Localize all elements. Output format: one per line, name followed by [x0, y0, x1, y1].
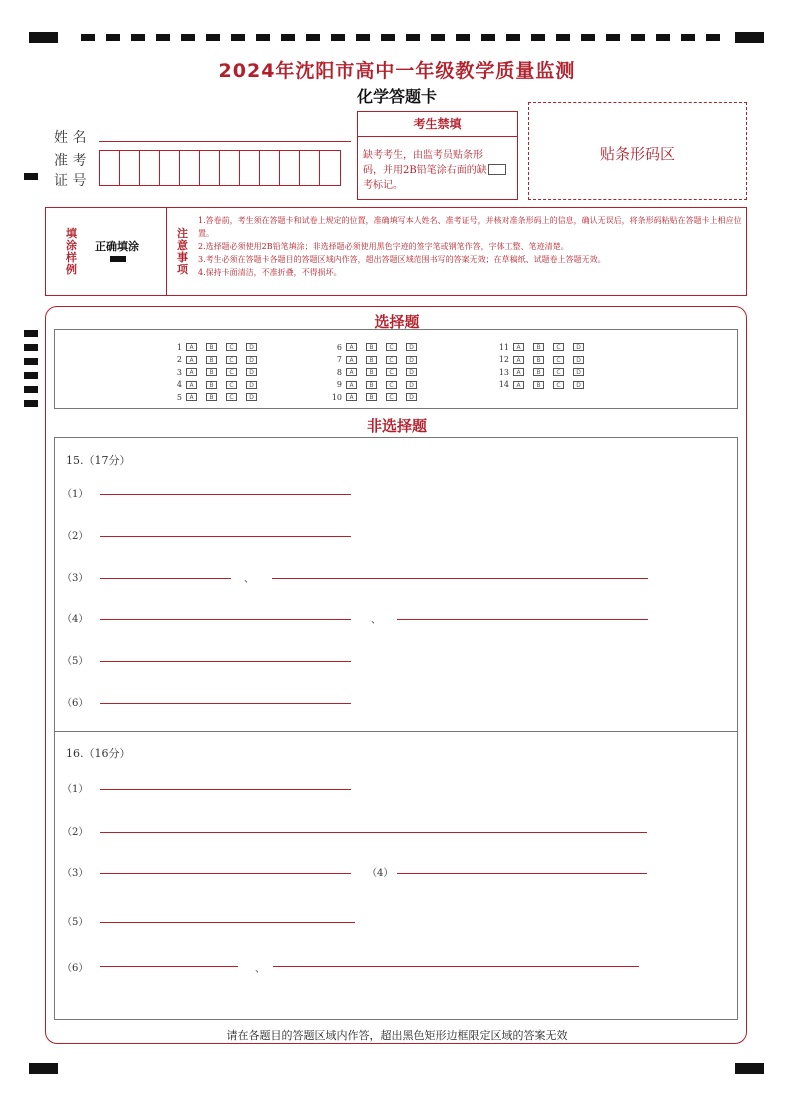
notice-item: 4.保持卡面清洁，不准折叠，不得损坏。 — [198, 268, 342, 277]
q16-1-answer-line[interactable] — [100, 789, 351, 790]
fill-example-char: 例 — [66, 263, 77, 276]
q15-part-label: （2） — [62, 531, 89, 542]
mc-question-number: 13 — [498, 367, 509, 377]
mc-option-bubble[interactable]: C — [386, 368, 397, 376]
notice-char: 事 — [177, 251, 188, 264]
fill-example-char: 填 — [66, 227, 77, 240]
page-title: 2024年沈阳市高中一年级教学质量监测 — [218, 60, 576, 82]
mc-option-bubble[interactable]: A — [186, 368, 197, 376]
q16-part-label: （1） — [62, 784, 89, 795]
correct-fill-label: 正确填涂 — [95, 240, 139, 253]
mc-option-bubble[interactable]: D — [246, 393, 257, 401]
mc-question-number: 10 — [331, 392, 342, 402]
mc-question-number: 1 — [176, 342, 182, 352]
mc-option-bubble[interactable]: C — [553, 381, 564, 389]
mc-option-bubble[interactable]: A — [186, 343, 197, 351]
mc-option-bubble[interactable]: A — [186, 393, 197, 401]
mc-question-row — [487, 380, 593, 390]
mc-option-bubble[interactable]: B — [533, 356, 544, 364]
id-label-line2: 证 号 — [54, 173, 87, 189]
id-digit-box[interactable] — [260, 151, 280, 185]
id-digit-box[interactable] — [140, 151, 160, 185]
forbidden-title: 考生禁填 — [358, 112, 517, 137]
id-digit-box[interactable] — [180, 151, 200, 185]
mc-option-bubble[interactable]: C — [226, 368, 237, 376]
mc-question-number: 7 — [336, 355, 342, 364]
exam-id-boxes[interactable] — [99, 150, 341, 186]
mc-question-row — [487, 342, 593, 352]
q16-2-answer-line[interactable] — [100, 832, 647, 833]
mc-question-number: 6 — [336, 342, 342, 352]
mc-option-bubble[interactable]: B — [366, 393, 377, 401]
mc-option-bubble[interactable]: C — [386, 393, 397, 401]
mc-option-bubble[interactable]: D — [573, 356, 584, 364]
mc-question-row — [320, 392, 426, 402]
filled-example-mark — [110, 256, 126, 262]
mc-question-row — [160, 380, 266, 390]
mc-option-bubble[interactable]: B — [366, 381, 377, 389]
notice-item: 2.选择题必须使用2B铅笔填涂；非选择题必须使用黑色字迹的签字笔或钢笔作答，字体工整、笔迹清楚。 — [198, 242, 569, 251]
mc-option-bubble[interactable]: D — [573, 368, 584, 376]
mc-question-row — [487, 355, 593, 365]
mc-question-number: 11 — [498, 342, 509, 352]
fill-example-char: 样 — [66, 251, 77, 264]
mc-option-bubble[interactable]: C — [553, 356, 564, 364]
id-digit-box[interactable] — [220, 151, 240, 185]
mc-option-bubble[interactable]: C — [553, 343, 564, 351]
separator: 、 — [244, 574, 254, 585]
q15-4b-answer-line[interactable] — [397, 619, 648, 620]
mc-option-bubble[interactable]: B — [206, 356, 217, 364]
fill-example-char: 涂 — [66, 239, 77, 252]
q15-title: 15.（17分） — [66, 454, 131, 467]
mc-option-bubble[interactable]: B — [206, 381, 217, 389]
name-field[interactable] — [99, 141, 351, 142]
examinee-forbidden-box — [357, 111, 518, 200]
mc-question-number: 5 — [176, 392, 182, 402]
q16-6b-answer-line[interactable] — [273, 966, 639, 967]
q15-part-label: （6） — [62, 698, 89, 709]
mc-option-bubble[interactable]: A — [513, 368, 524, 376]
nonmc-answer-box — [54, 437, 738, 1020]
q15-4a-answer-line[interactable] — [100, 619, 351, 620]
absent-mark-box[interactable] — [488, 164, 506, 175]
mc-option-bubble[interactable]: A — [186, 356, 197, 364]
mc-option-bubble[interactable]: B — [206, 343, 217, 351]
q16-part-label: （3） — [62, 868, 89, 879]
notice-item: 1.答卷前，考生须在答题卡和试卷上规定的位置，准确填写本人姓名、准考证号，并核对准条形码上的信息，确认无误后，将条形码粘贴在答题卡上相应位置。 — [198, 216, 742, 238]
mc-section-title: 选择题 — [374, 313, 420, 331]
mc-question-row — [320, 380, 426, 390]
mc-option-bubble[interactable]: B — [206, 368, 217, 376]
question-divider — [54, 731, 738, 732]
q15-2-answer-line[interactable] — [100, 536, 351, 537]
id-digit-box[interactable] — [240, 151, 260, 185]
q16-title: 16.（16分） — [66, 747, 131, 760]
mc-option-bubble[interactable]: A — [513, 343, 524, 351]
q16-3-answer-line[interactable] — [100, 873, 351, 874]
mc-question-row — [160, 342, 266, 352]
mc-option-bubble[interactable]: C — [386, 381, 397, 389]
q15-part-label: （3） — [62, 573, 89, 584]
mc-option-bubble[interactable]: D — [406, 381, 417, 389]
mc-option-bubble[interactable]: D — [246, 356, 257, 364]
mc-question-number: 3 — [176, 367, 182, 377]
mc-question-number: 9 — [336, 380, 342, 389]
mc-question-number: 4 — [176, 380, 182, 389]
mc-option-bubble[interactable]: C — [553, 368, 564, 376]
nonmc-section-title: 非选择题 — [366, 417, 427, 435]
q16-6a-answer-line[interactable] — [100, 966, 238, 967]
mc-option-bubble[interactable]: D — [406, 393, 417, 401]
mc-option-bubble[interactable]: C — [386, 343, 397, 351]
mc-question-number: 12 — [498, 355, 509, 364]
id-digit-box[interactable] — [100, 151, 120, 185]
mc-question-row — [320, 367, 426, 377]
q15-6-answer-line[interactable] — [100, 703, 351, 704]
mc-question-number: 2 — [176, 355, 182, 364]
notice-char: 注 — [177, 227, 188, 240]
q15-1-answer-line[interactable] — [100, 494, 351, 495]
mc-question-row — [320, 355, 426, 365]
q15-part-label: （4） — [62, 614, 89, 625]
mc-question-row — [487, 367, 593, 377]
id-digit-box[interactable] — [120, 151, 140, 185]
notice-items — [198, 214, 743, 279]
q16-5-answer-line[interactable] — [100, 922, 355, 923]
mc-question-row — [160, 367, 266, 377]
q16-part-label: （4） — [367, 868, 394, 879]
forbidden-text: 缺考考生，由监考员贴条形码，并用2B铅笔涂右面的缺考标记。 — [363, 150, 487, 191]
mc-option-bubble[interactable]: A — [346, 381, 357, 389]
page-subtitle: 化学答题卡 — [356, 87, 437, 106]
q15-5-answer-line[interactable] — [100, 661, 351, 662]
q15-3b-answer-line[interactable] — [272, 578, 648, 579]
mc-option-bubble[interactable]: A — [346, 356, 357, 364]
id-digit-box[interactable] — [300, 151, 320, 185]
mc-question-row — [160, 392, 266, 402]
mc-option-bubble[interactable]: D — [246, 368, 257, 376]
notice-panel — [45, 207, 747, 296]
mc-option-bubble[interactable]: B — [366, 368, 377, 376]
q15-part-label: （5） — [62, 656, 89, 667]
id-digit-box[interactable] — [160, 151, 180, 185]
mc-option-bubble[interactable]: A — [186, 381, 197, 389]
mc-option-bubble[interactable]: C — [226, 356, 237, 364]
mc-option-bubble[interactable]: D — [246, 343, 257, 351]
mc-option-bubble[interactable]: D — [406, 343, 417, 351]
q16-part-label: （2） — [62, 827, 89, 838]
mc-option-bubble[interactable]: B — [533, 381, 544, 389]
mc-option-bubble[interactable]: D — [573, 343, 584, 351]
mc-option-bubble[interactable]: A — [513, 381, 524, 389]
mc-option-bubble[interactable]: D — [246, 381, 257, 389]
mc-option-bubble[interactable]: D — [573, 381, 584, 389]
mc-option-bubble[interactable]: B — [366, 343, 377, 351]
footer-note: 请在各题目的答题区域内作答，超出黑色矩形边框限定区域的答案无效 — [226, 1029, 568, 1042]
mc-question-number: 8 — [336, 367, 342, 377]
id-digit-box[interactable] — [320, 151, 340, 185]
mc-question-number: 14 — [498, 380, 509, 389]
mc-option-bubble[interactable]: B — [533, 343, 544, 351]
mc-option-bubble[interactable]: D — [406, 356, 417, 364]
mc-option-bubble[interactable]: C — [226, 381, 237, 389]
id-digit-box[interactable] — [280, 151, 300, 185]
barcode-label: 贴条形码区 — [599, 145, 675, 163]
mc-option-bubble[interactable]: D — [406, 368, 417, 376]
mc-option-bubble[interactable]: B — [366, 356, 377, 364]
id-label-line1: 准 考 — [54, 153, 87, 169]
mc-question-row — [160, 355, 266, 365]
q16-part-label: （5） — [62, 917, 89, 928]
q16-part-label: （6） — [62, 963, 89, 974]
mc-option-bubble[interactable]: B — [533, 368, 544, 376]
mc-option-bubble[interactable]: A — [346, 343, 357, 351]
q15-part-label: （1） — [62, 489, 89, 500]
name-label: 姓 名 — [54, 130, 87, 146]
q16-4-answer-line[interactable] — [397, 873, 647, 874]
notice-char: 意 — [177, 239, 188, 252]
separator: 、 — [255, 964, 265, 975]
mc-option-bubble[interactable]: B — [206, 393, 217, 401]
mc-option-bubble[interactable]: A — [346, 393, 357, 401]
id-digit-box[interactable] — [200, 151, 220, 185]
mc-option-bubble[interactable]: C — [226, 343, 237, 351]
mc-option-bubble[interactable]: A — [346, 368, 357, 376]
mc-option-bubble[interactable]: C — [386, 356, 397, 364]
q15-3a-answer-line[interactable] — [100, 578, 231, 579]
mc-option-bubble[interactable]: A — [513, 356, 524, 364]
fill-example — [46, 208, 167, 295]
notice-item: 3.考生必须在答题卡各题目的答题区域内作答，超出答题区域范围书写的答案无效；在草稿纸、试题卷上答题无效。 — [198, 255, 606, 264]
mc-option-bubble[interactable]: C — [226, 393, 237, 401]
barcode-area — [528, 102, 747, 200]
mc-question-row — [320, 342, 426, 352]
notice-char: 项 — [177, 263, 188, 276]
separator: 、 — [371, 615, 381, 626]
